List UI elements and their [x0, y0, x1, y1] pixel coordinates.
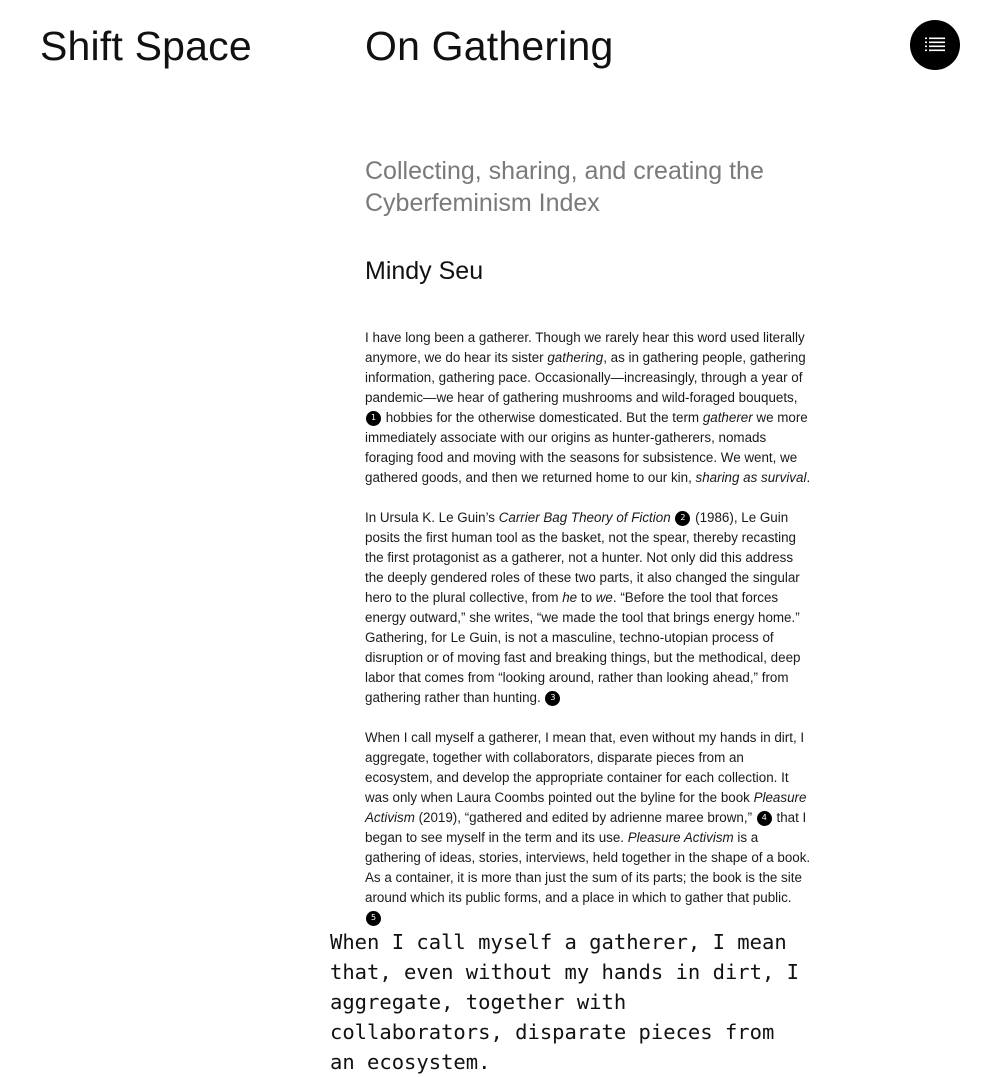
body-paragraph — [365, 728, 811, 928]
italic-text: gatherer — [702, 410, 753, 425]
text-run: to — [577, 590, 596, 605]
text-run: When I call myself a gatherer, I mean that, even without my hands in dirt, I aggregate, together with collaborators, disparate pieces from an ecosystem, and develop the appropriate container for each collection. It was only when Laura Coombs pointed out the byline for the book — [365, 730, 805, 805]
site-title[interactable]: Shift Space — [40, 23, 252, 69]
italic-text: we — [595, 590, 613, 605]
list-icon — [925, 37, 945, 53]
italic-text: Carrier Bag Theory of Fiction — [498, 510, 671, 525]
pull-quote: When I call myself a gatherer, I mean that, even without my hands in dirt, I aggregate, together with collaborators, disparate pieces from an ecosystem. — [330, 930, 799, 1074]
text-run: In Ursula K. Le Guin’s — [365, 510, 499, 525]
footnote-marker[interactable]: 1 — [366, 411, 381, 426]
text-run: is a gathering of ideas, stories, interviews, held together in the shape of a book. As a container, it is more than just the sum of its parts; the book is the site around which its public forms, and a place in which to gather that public. — [365, 830, 811, 905]
article-body — [365, 328, 811, 948]
text-run: . “Before the tool that forces energy outward,” she writes, “we made the tool that brings energy home.” Gathering, for Le Guin, is not a masculine, techno-utopian process of disruption or of moving fast and breaking things, but the methodical, deep labor that comes from “looking around, rather than looking ahead,” from gathering rather than hunting. — [365, 590, 801, 705]
italic-text: he — [562, 590, 578, 605]
italic-text: gathering — [547, 350, 604, 365]
text-run: . — [806, 470, 811, 485]
text-run: (1986), Le Guin posits the first human tool as the basket, not the spear, thereby recasting the first protagonist as a gatherer, not a hunter. Not only did this address the deeply gendered roles of these two parts, it also changed the singular hero to the plural collective, from — [365, 510, 800, 605]
body-paragraph — [365, 328, 811, 488]
footnote-marker[interactable]: 2 — [675, 511, 690, 526]
footnote-marker[interactable]: 5 — [366, 911, 381, 926]
italic-text: Pleasure Activism — [627, 830, 734, 845]
italic-text: sharing as survival — [695, 470, 807, 485]
italic-text: Pleasure Activism — [365, 790, 807, 825]
text-run: we more immediately associate with our origins as hunter-gatherers, nomads foraging food and moving with the seasons for subsistence. We went, we gathered goods, and then we returned home to our kin, — [365, 410, 808, 485]
text-run: , as in gathering people, gathering information, gathering pace. Occasionally—increasingly, through a year of pandemic—we hear of gathering mushrooms and wild-foraged bouquets, — [365, 350, 806, 405]
article-title: On Gathering — [365, 23, 614, 69]
text-run: that I began to see myself in the term and its use. — [365, 810, 807, 845]
text-run: (2019), “gathered and edited by adrienne maree brown,” — [414, 810, 756, 825]
footnote-marker[interactable]: 4 — [757, 811, 772, 826]
text-run: I have long been a gatherer. Though we rarely hear this word used literally anymore, we do hear its sister — [365, 330, 805, 365]
text-run — [671, 510, 675, 525]
footnote-marker[interactable]: 3 — [545, 691, 560, 706]
text-run: hobbies for the otherwise domesticated. But the term — [382, 410, 703, 425]
article-subtitle: Collecting, sharing, and creating the Cyberfeminism Index — [365, 157, 764, 217]
article-author: Mindy Seu — [365, 257, 484, 285]
menu-button[interactable] — [910, 20, 960, 70]
body-paragraph — [365, 508, 811, 708]
